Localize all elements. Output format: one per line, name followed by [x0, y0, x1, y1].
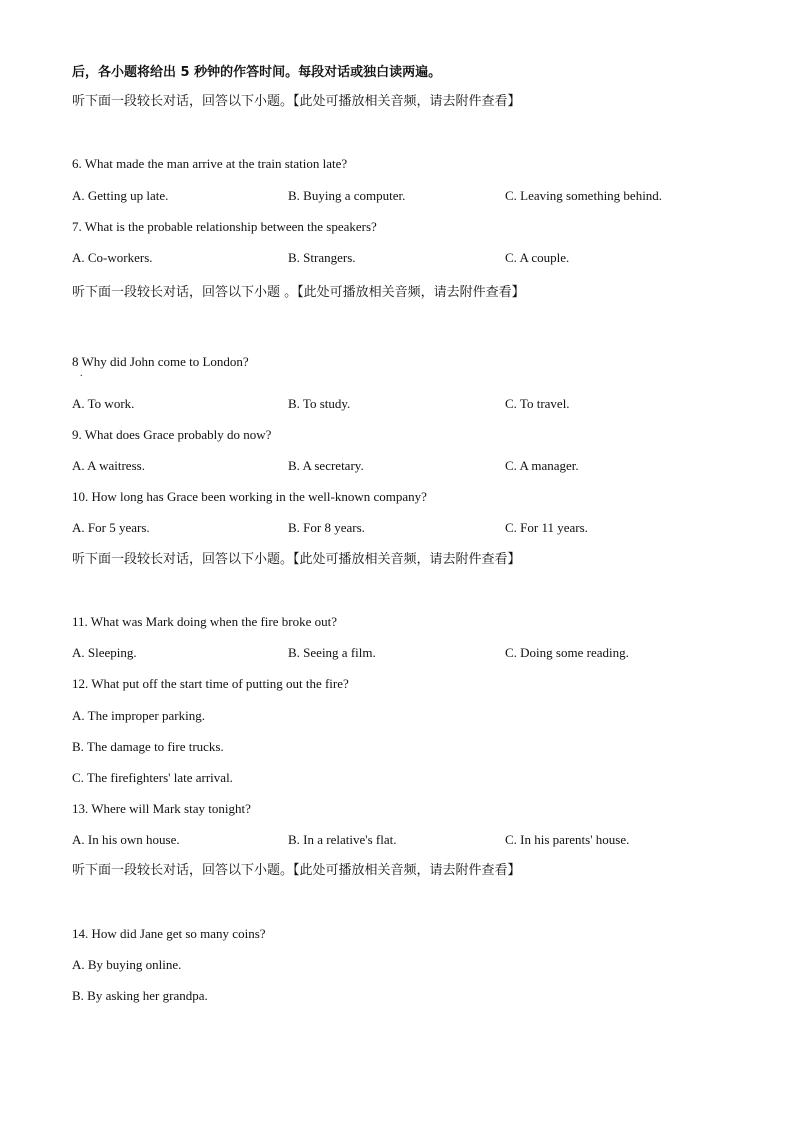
option-c: C. For 11 years.	[505, 520, 588, 535]
option-c: C. Doing some reading.	[505, 645, 629, 660]
question-stem: 7. What is the probable relationship between the speakers?	[72, 219, 377, 234]
option-b: B. Strangers.	[288, 250, 356, 265]
option-c: C. To travel.	[505, 396, 570, 411]
question-stem: 12. What put off the start time of putting out the fire?	[72, 676, 349, 691]
option-a: A. A waitress.	[72, 458, 145, 473]
option-b: B. The damage to fire trucks.	[72, 739, 224, 754]
question-stem: 14. How did Jane get so many coins?	[72, 926, 266, 941]
audio-instruction: 听下面一段较长对话，回答以下小题 。【此处可播放相关音频，请去附件查看】	[72, 285, 525, 300]
option-c: C. In his parents' house.	[505, 832, 630, 847]
question-stem: 13. Where will Mark stay tonight?	[72, 801, 251, 816]
question-stem: 6. What made the man arrive at the train station late?	[72, 156, 348, 171]
option-c: C. A manager.	[505, 458, 579, 473]
section-header: 后，各小题将给出 5 秒钟的作答时间。每段对话或独白读两遍。	[72, 65, 442, 80]
stray-dot-mark: .	[80, 368, 83, 379]
option-a: A. In his own house.	[72, 832, 180, 847]
question-stem: 10. How long has Grace been working in the well-known company?	[72, 489, 427, 504]
audio-instruction: 听下面一段较长对话，回答以下小题。【此处可播放相关音频，请去附件查看】	[72, 94, 521, 109]
option-a: A. Getting up late.	[72, 188, 169, 203]
question-stem: 11. What was Mark doing when the fire broke out?	[72, 614, 337, 629]
option-c: C. A couple.	[505, 250, 570, 265]
option-a: A. Co-workers.	[72, 250, 153, 265]
option-a: A. Sleeping.	[72, 645, 137, 660]
question-stem: 8 Why did John come to London?	[72, 354, 249, 369]
option-a: A. To work.	[72, 396, 135, 411]
option-b: B. Seeing a film.	[288, 645, 376, 660]
option-c: C. The firefighters' late arrival.	[72, 770, 233, 785]
option-a: A. By buying online.	[72, 957, 182, 972]
option-b: B. By asking her grandpa.	[72, 988, 208, 1003]
option-a: A. For 5 years.	[72, 520, 150, 535]
option-c: C. Leaving something behind.	[505, 188, 663, 203]
option-b: B. Buying a computer.	[288, 188, 406, 203]
option-b: B. To study.	[288, 396, 351, 411]
option-a: A. The improper parking.	[72, 708, 205, 723]
option-b: B. A secretary.	[288, 458, 364, 473]
audio-instruction: 听下面一段较长对话，回答以下小题。【此处可播放相关音频，请去附件查看】	[72, 552, 521, 567]
option-b: B. For 8 years.	[288, 520, 365, 535]
question-stem: 9. What does Grace probably do now?	[72, 427, 272, 442]
audio-instruction: 听下面一段较长对话，回答以下小题。【此处可播放相关音频，请去附件查看】	[72, 863, 521, 878]
option-b: B. In a relative's flat.	[288, 832, 397, 847]
